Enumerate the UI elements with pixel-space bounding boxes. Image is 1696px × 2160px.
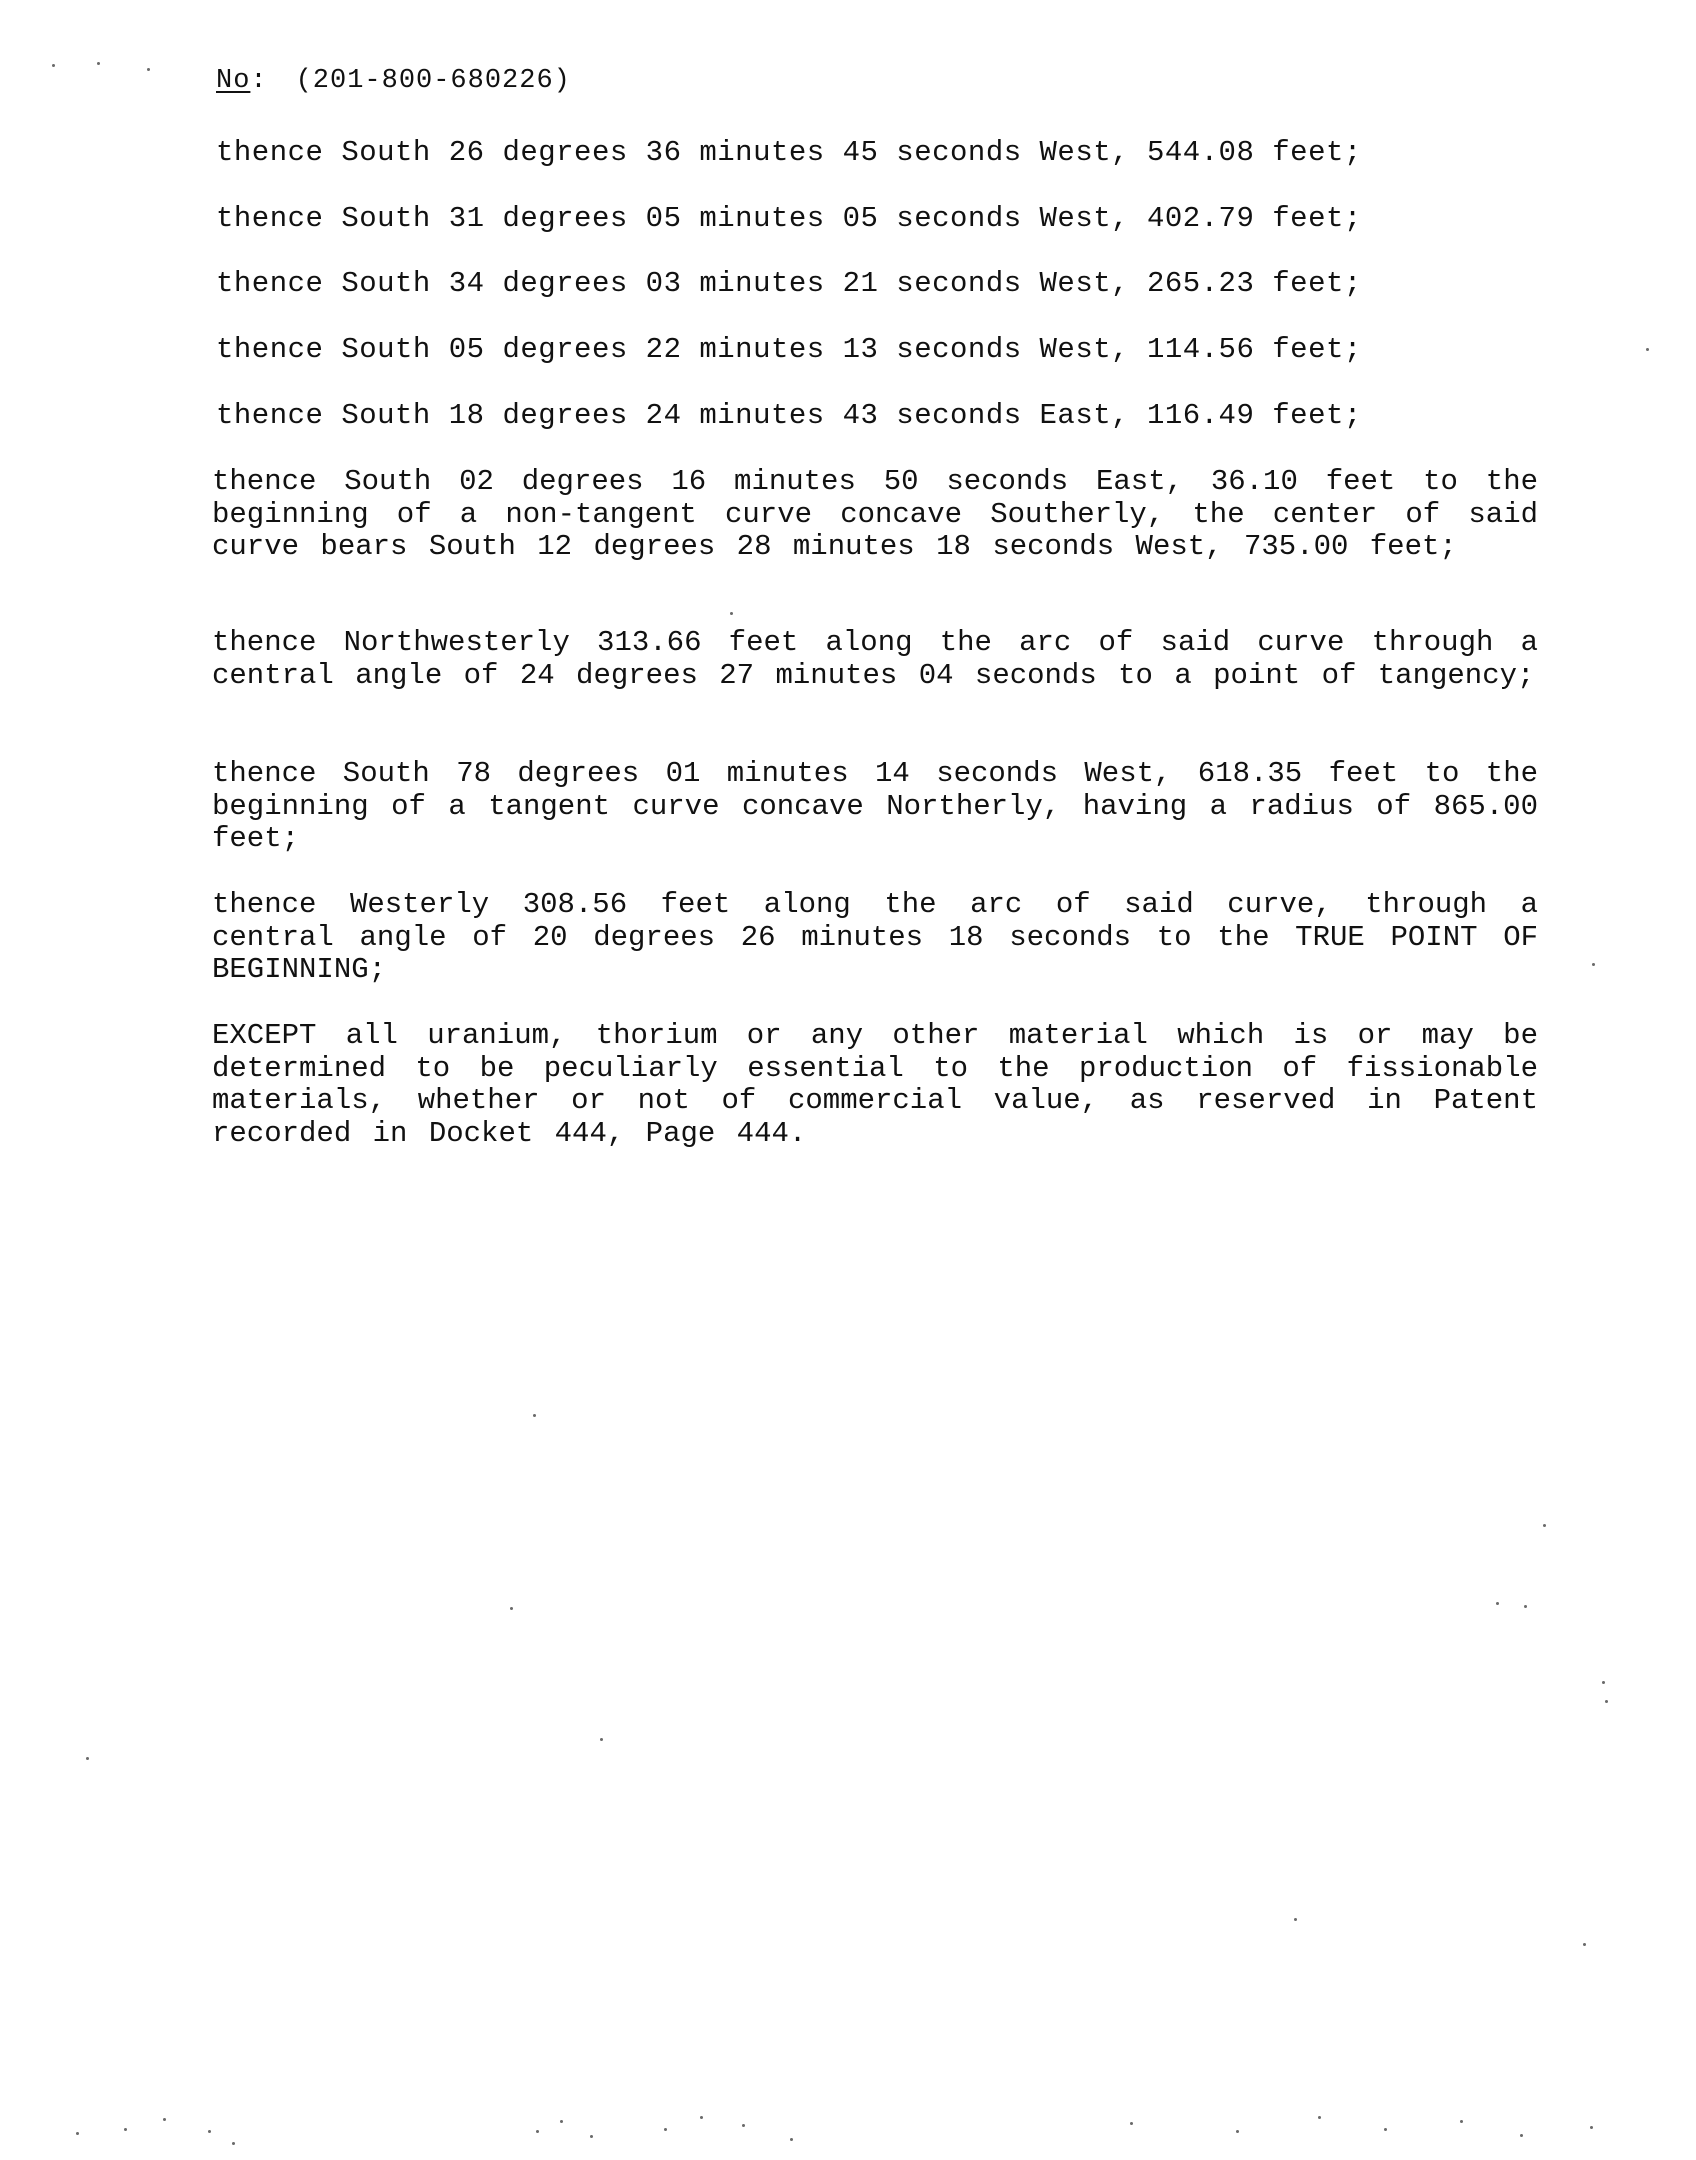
scan-speck (163, 2118, 166, 2121)
scan-speck (1520, 2134, 1523, 2137)
scan-speck (52, 64, 55, 67)
scan-speck (1583, 1943, 1586, 1946)
mineral-exception-paragraph: EXCEPT all uranium, thorium or any other material which is or may be determined to be peculiarly essential to the production of fissionable materials, whether or not of commercial value, as reserved in Patent recorded in Docket 444, Page 444. (212, 1019, 1538, 1150)
scan-speck (536, 2130, 539, 2133)
scan-speck (1524, 1605, 1527, 1608)
number-label: No (216, 66, 251, 96)
scan-speck (147, 68, 150, 71)
scan-speck (76, 2132, 79, 2135)
scan-speck (533, 1414, 536, 1417)
scan-speck (86, 1757, 89, 1760)
scan-speck (510, 1607, 513, 1610)
scan-speck (742, 2124, 745, 2127)
document-number-header (216, 66, 571, 96)
course-line-3: thence South 34 degrees 03 minutes 21 seconds West, 265.23 feet; (216, 267, 1362, 300)
scan-speck (664, 2128, 667, 2131)
scan-speck (560, 2120, 563, 2123)
scan-speck (97, 62, 100, 65)
number-label-colon: : (250, 66, 268, 96)
course-line-1: thence South 26 degrees 36 minutes 45 seconds West, 544.08 feet; (216, 136, 1362, 169)
scan-speck (1318, 2116, 1321, 2119)
course-line-4: thence South 05 degrees 22 minutes 13 seconds West, 114.56 feet; (216, 333, 1362, 366)
scan-speck (124, 2128, 127, 2131)
scan-speck (790, 2138, 793, 2141)
scan-speck (1592, 963, 1595, 966)
scan-speck (232, 2142, 235, 2145)
course-line-2: thence South 31 degrees 05 minutes 05 seconds West, 402.79 feet; (216, 202, 1362, 235)
scan-speck (1602, 1681, 1605, 1684)
northwesterly-arc-paragraph: thence Northwesterly 313.66 feet along the arc of said curve through a central angle of 24 degrees 27 minutes 04 seconds to a point of tangency; (212, 626, 1538, 692)
scan-speck (208, 2130, 211, 2133)
scan-speck (1646, 348, 1649, 351)
curve-beginning-paragraph: thence South 02 degrees 16 minutes 50 seconds East, 36.10 feet to the beginning of a non-tangent curve concave Southerly, the center of said curve bears South 12 degrees 28 minutes 18 seconds West, 735.00 feet; (212, 465, 1538, 563)
scan-speck (1460, 2120, 1463, 2123)
scan-speck (1590, 2126, 1593, 2129)
scan-speck (1294, 1918, 1297, 1921)
scan-speck (1384, 2128, 1387, 2131)
scan-speck (700, 2116, 703, 2119)
scan-speck (1496, 1602, 1499, 1605)
scan-speck (1605, 1700, 1608, 1703)
scan-speck (730, 612, 733, 615)
scan-speck (1130, 2122, 1133, 2125)
scan-speck (600, 1738, 603, 1741)
course-line-5: thence South 18 degrees 24 minutes 43 seconds East, 116.49 feet; (216, 399, 1362, 432)
tangent-curve-paragraph: thence South 78 degrees 01 minutes 14 seconds West, 618.35 feet to the beginning of a tangent curve concave Northerly, having a radius of 865.00 feet; (212, 757, 1538, 855)
scan-speck (590, 2135, 593, 2138)
document-number: (201-800-680226) (295, 66, 571, 96)
scan-speck (1236, 2130, 1239, 2133)
scan-speck (1543, 1524, 1546, 1527)
westerly-arc-paragraph: thence Westerly 308.56 feet along the arc of said curve, through a central angle of 20 degrees 26 minutes 18 seconds to the TRUE POINT OF BEGINNING; (212, 888, 1538, 986)
